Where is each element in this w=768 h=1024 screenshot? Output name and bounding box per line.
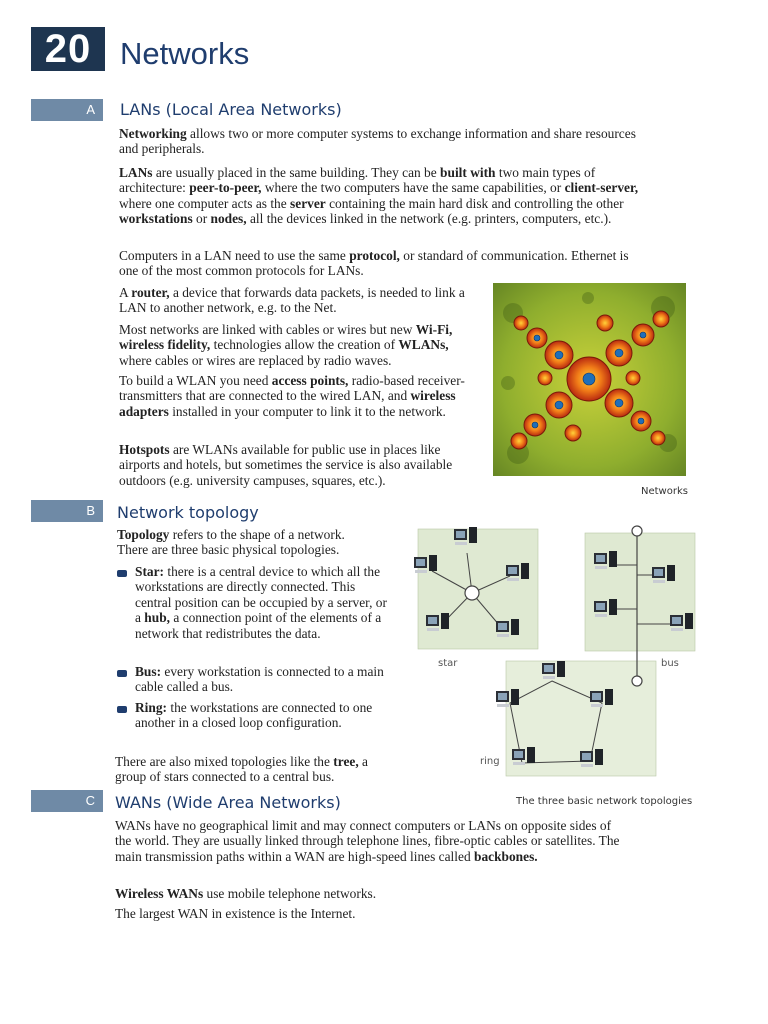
bus-panel <box>585 533 695 651</box>
section-c-paragraph-wans: WANs have no geographical limit and may connect computers or LANs on opposite sides of the world. They are usually linked through telephone lines, fibre-optic cables or satellites. The main transmission paths within a WAN are high-speed lines called backbones. <box>115 818 620 864</box>
fractal-network-image <box>493 283 686 476</box>
bus-label: bus <box>661 658 679 669</box>
bus-pc-4 <box>670 613 693 631</box>
diagram-caption: The three basic network topologies <box>516 796 693 807</box>
topology-diagram <box>412 521 697 783</box>
bullet-bus <box>117 670 127 677</box>
ring-pc-2 <box>590 689 613 707</box>
section-a-paragraph-networking: Networking allows two or more computer systems to exchange information and share resources and peripherals. <box>119 126 636 157</box>
photo-caption: Networks <box>641 486 688 497</box>
section-a-marker: A <box>31 99 103 121</box>
section-a-paragraph-wlan: To build a WLAN you need access points, radio-based receiver-transmitters that are connected to the wired LAN, and wireless adapters installed in your computer to link it to the network. <box>119 373 465 419</box>
ring-label: ring <box>480 756 500 767</box>
star-pc-1 <box>454 527 477 545</box>
ring-pc-1 <box>542 661 565 679</box>
unit-title: Networks <box>120 36 250 71</box>
ring-pc-5 <box>496 689 519 707</box>
topology-bus-text: Bus: every workstation is connected to a main cable called a bus. <box>135 664 384 695</box>
section-a-paragraph-wifi: Most networks are linked with cables or wires but new Wi-Fi, wireless fidelity, technologies allow the creation of WLANs, where cables or wires are replaced by radio waves. <box>119 322 453 368</box>
star-label: star <box>438 658 458 669</box>
star-pc-2 <box>414 555 437 573</box>
ring-pc-3 <box>580 749 603 767</box>
bullet-ring <box>117 706 127 713</box>
section-c-paragraph-internet: The largest WAN in existence is the Internet. <box>115 906 356 921</box>
star-pc-3 <box>506 563 529 581</box>
section-b-marker: B <box>31 500 103 522</box>
section-b-title: Network topology <box>117 503 259 522</box>
bus-pc-2 <box>652 565 675 583</box>
star-pc-4 <box>426 613 449 631</box>
section-c-title: WANs (Wide Area Networks) <box>115 793 341 812</box>
ring-pc-4 <box>512 747 535 765</box>
bus-terminator-bottom <box>632 676 642 686</box>
section-b-intro: Topology refers to the shape of a network. There are three basic physical topologies. <box>117 527 345 558</box>
section-c-paragraph-wireless: Wireless WANs use mobile telephone networks. <box>115 886 377 901</box>
topology-ring-text: Ring: the workstations are connected to one another in a closed loop configuration. <box>135 700 373 731</box>
bus-pc-1 <box>594 551 617 569</box>
section-a-title: LANs (Local Area Networks) <box>120 100 342 119</box>
bullet-star <box>117 570 127 577</box>
bus-terminator-top <box>632 526 642 536</box>
section-a-paragraph-protocol: Computers in a LAN need to use the same protocol, or standard of communication. Ethernet is one of the most common protocols for LANs. <box>119 248 629 279</box>
section-c-marker: C <box>31 790 103 812</box>
section-a-paragraph-router: A router, a device that forwards data packets, is needed to link a LAN to another network, e.g. to the Net. <box>119 285 465 316</box>
star-pc-5 <box>496 619 519 637</box>
star-hub <box>465 586 479 600</box>
mixed-topology-text: There are also mixed topologies like the tree, a group of stars connected to a central bus. <box>115 754 368 785</box>
bus-pc-3 <box>594 599 617 617</box>
topology-star-text: Star: there is a central device to which all the workstations are directly connected. This central position can be occupied by a server, or a hub, a connection point of the elements of a network that redistributes the data. <box>135 564 387 641</box>
section-a-paragraph-lans: LANs are usually placed in the same building. They can be built with two main types of architecture: peer-to-peer, where the two computers have the same capabilities, or client-server, where one computer acts as the server containing the main hard disk and controlling the other workstations or nodes, all the devices linked in the network (e.g. printers, computers, etc.). <box>119 165 639 227</box>
unit-number-badge: 20 <box>31 27 105 71</box>
section-a-paragraph-hotspots: Hotspots are WLANs available for public use in places like airports and hotels, but sometimes the service is also available outdoors (e.g. university campuses, squares, etc.). <box>119 442 453 488</box>
